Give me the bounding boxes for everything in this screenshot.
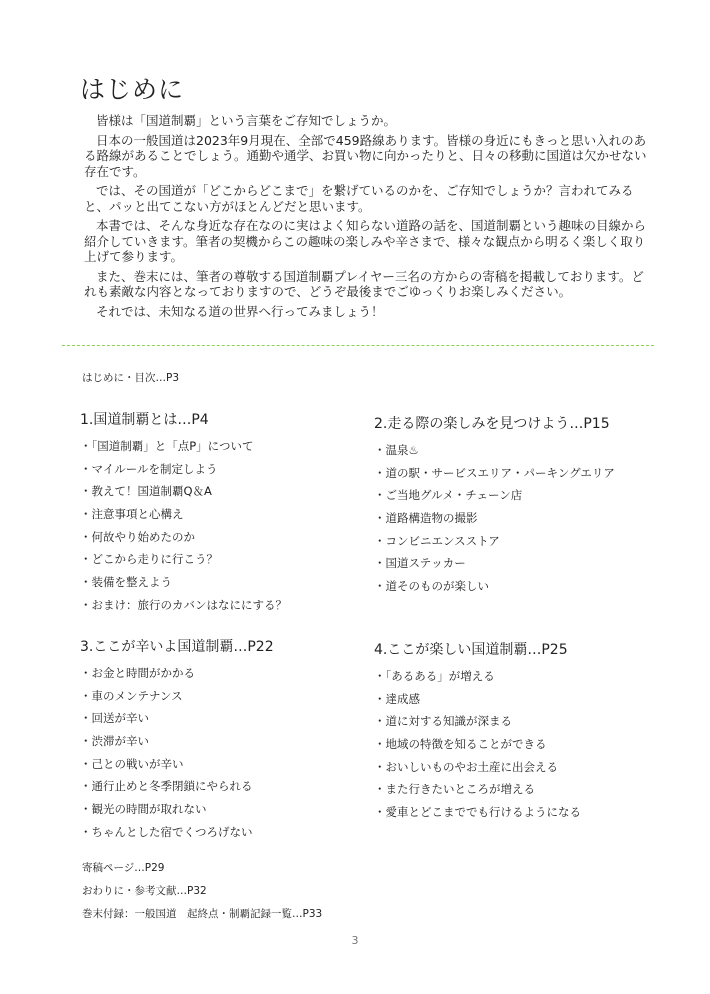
list-item: ・装備を整えよう	[80, 575, 172, 590]
list-item: ・己との戦いが辛い	[80, 756, 184, 771]
list-item: ・地域の特徴を知ることができる	[374, 737, 547, 752]
list-item: ・おいしいものやお土産に出会える	[374, 759, 558, 774]
intro-paragraph: 日本の一般国道は2023年9月現在、全部で459路線あります。皆様の身近にもきっと思い入れのある路線があることでしょう。通勤や通学、お買い物に向かったりと、日々の移動に国道は欠かせない存在です。	[84, 132, 647, 179]
intro-paragraph: 本書では、そんな身近な存在なのに実はよく知らない道路の話を、国道制覇という趣味の目線から紹介していきます。筆者の契機からこの趣味の楽しみや辛さまで、様々な観点から明るく楽しく取り上げて参ります。	[84, 218, 647, 264]
toc-entry-afterword: おわりに・参考文献…P32	[82, 885, 207, 897]
list-item: ・注意事項と心構え	[80, 507, 184, 522]
list-item: ・国道ステッカー	[374, 556, 466, 571]
list-item: ・お金と時間がかかる	[80, 666, 195, 680]
list-item: ・達成感	[374, 691, 420, 706]
toc-section-4	[374, 639, 581, 824]
toc-entry-intro: はじめに・目次…P3	[82, 372, 180, 384]
section-heading: 2.走る際の楽しみを見つけよう…P15	[374, 416, 610, 432]
toc-entry-contributions: 寄稿ページ…P29	[82, 862, 165, 874]
list-item: ・「国道制覇」と「点P」について	[80, 439, 254, 453]
list-item: ・車のメンテナンス	[80, 688, 183, 703]
intro-text	[84, 113, 649, 323]
list-item: ・何故やり始めたのか	[80, 529, 195, 544]
toc-section-1	[80, 409, 287, 617]
list-item: ・道の駅・サービスエリア・パーキングエリア	[374, 465, 615, 480]
dashed-divider	[62, 345, 654, 346]
list-item: ・渋滞が辛い	[80, 734, 149, 749]
intro-paragraph: 皆様は「国道制覇」という言葉をご存知でしょうか。	[96, 113, 397, 128]
list-item: ・マイルールを制定しよう	[80, 461, 218, 476]
list-item: ・ちゃんとした宿でくつろげない	[80, 824, 253, 839]
section-heading: 4.ここが楽しい国道制覇…P25	[374, 642, 568, 658]
page-number: 3	[351, 934, 359, 947]
list-item: ・道に対する知識が深まる	[374, 714, 512, 729]
list-item: ・ご当地グルメ・チェーン店	[374, 488, 523, 503]
list-item: ・また行きたいところが増える	[374, 782, 535, 797]
list-item: ・温泉♨	[374, 443, 419, 457]
intro-paragraph: また、巻末には、筆者の尊敬する国道制覇プレイヤー三名の方からの寄稿を掲載しております。どれも素敵な内容となっておりますので、どうぞ最後までごゆっくりお楽しみください。	[84, 268, 644, 299]
section-heading: 3.ここが辛いよ国道制覇…P22	[80, 639, 274, 655]
list-item: ・コンビニエンスストア	[374, 533, 500, 548]
page-title: はじめに	[80, 75, 185, 104]
list-item: ・観光の時間が取れない	[80, 802, 207, 817]
intro-paragraph: それでは、未知なる道の世界へ行ってみましょう！	[96, 303, 384, 319]
toc-section-3	[80, 636, 274, 844]
intro-paragraph: では、その国道が「どこからどこまで」を繋げているのかを、ご存知でしょうか？言われてみると、パッと出てこない方がほとんどだと思います。	[84, 183, 634, 214]
list-item: ・どこから走りに行こう？	[80, 552, 218, 567]
list-item: ・回送が辛い	[80, 711, 149, 726]
list-item: ・道そのものが楽しい	[374, 579, 489, 594]
toc-entry-appendix: 巻末付録：一般国道 起終点・制覇記録一覧…P33	[82, 908, 323, 920]
list-item: ・おまけ：旅行のカバンはなににする？	[80, 597, 287, 612]
list-item: ・愛車とどこまででも行けるようになる	[374, 805, 581, 820]
toc-section-2	[374, 413, 615, 598]
list-item: ・通行止めと冬季閉鎖にやられる	[80, 779, 253, 794]
list-item: ・道路構造物の撮影	[374, 511, 478, 526]
section-heading: 1.国道制覇とは…P4	[80, 412, 209, 428]
list-item: ・教えて！国道制覇Q＆A	[80, 484, 212, 499]
list-item: ・「あるある」が増える	[374, 669, 495, 683]
